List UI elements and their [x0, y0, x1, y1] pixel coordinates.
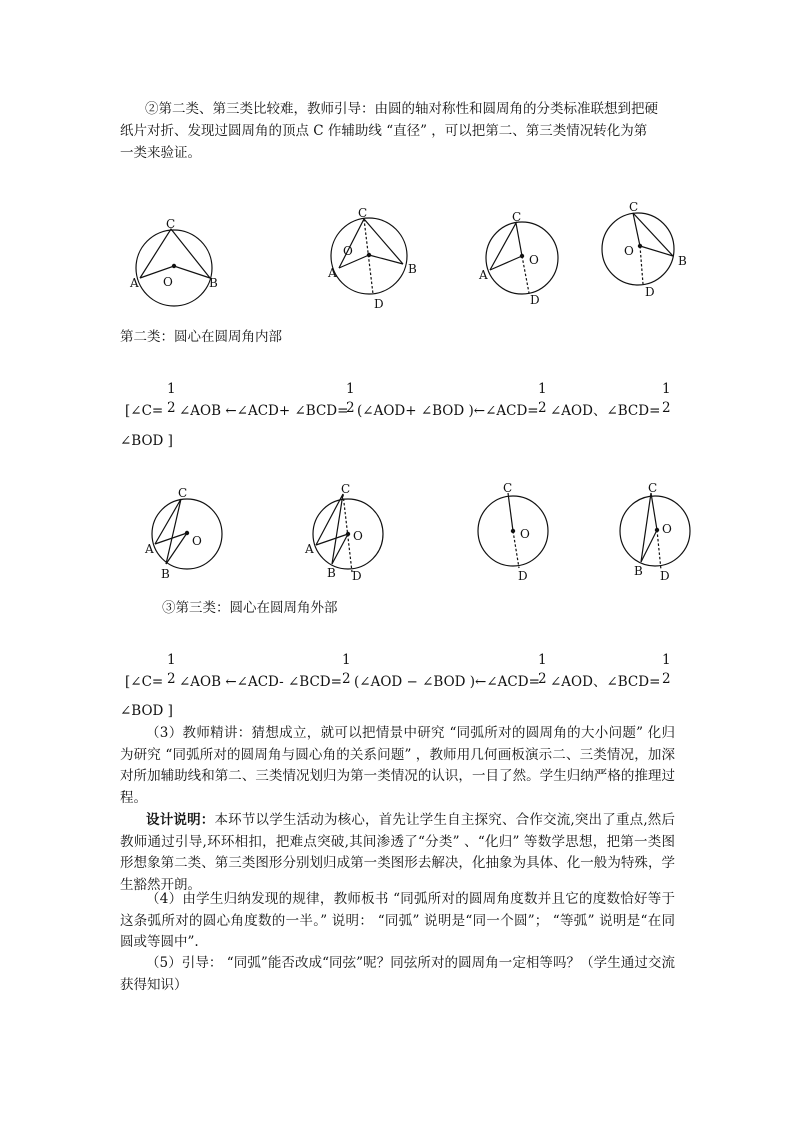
fig6-label-a: A	[305, 542, 314, 556]
fig4-label-b: B	[678, 254, 687, 268]
fig3-label-a: A	[479, 268, 488, 282]
fig4-circle	[602, 213, 674, 285]
fig6-label-b: B	[327, 566, 336, 580]
case3-heading: ③第三类：圆心在圆周角外部	[162, 600, 338, 616]
fig1-label-c: C	[166, 217, 176, 231]
case3-half-3-num: 1	[538, 652, 547, 668]
case3-half-3-den: 2	[538, 671, 547, 687]
fig3-diameter	[522, 256, 529, 293]
case3-f5: ∠BOD ]	[120, 703, 173, 719]
case3-half-4-den: 2	[662, 671, 671, 687]
case3-half-1-den: 2	[167, 671, 176, 687]
fig4-label-o: O	[624, 244, 634, 258]
fig2-label-b: B	[408, 262, 417, 276]
paragraph-3	[120, 723, 675, 809]
fig8-circle	[620, 496, 690, 566]
case2-half-1-num: 1	[167, 381, 176, 397]
figure-row-1	[0, 198, 794, 318]
fig7-label-o: O	[520, 527, 530, 541]
case2-half-2-num: 1	[346, 381, 355, 397]
fig4-label-d: D	[645, 285, 655, 299]
intro-line-2: 纸片对折、发现过圆周角的顶点 C 作辅助线 “直径” ，可以把第二、第三类情况转化为第	[120, 123, 648, 139]
fig3-label-c: C	[512, 210, 522, 224]
fig4-diameter	[640, 246, 643, 284]
design-note	[120, 810, 675, 896]
fig5-label-a: A	[145, 542, 154, 556]
fig7-label-d: D	[518, 569, 528, 583]
fig5-label-b: B	[161, 567, 170, 581]
fig7-label-c: C	[503, 481, 513, 495]
case2-half-3-den: 2	[538, 400, 547, 416]
fig5-label-o: O	[192, 534, 202, 548]
case3-f1: [∠C=	[125, 674, 164, 690]
fig8-label-o: O	[662, 522, 672, 536]
paragraph-5	[120, 953, 675, 996]
design-note-label: 设计说明：	[146, 812, 215, 828]
case2-f3: (∠AOD+ ∠BOD )←∠ACD=	[357, 403, 539, 419]
case3-f4: ∠AOD、∠BCD=	[550, 674, 661, 690]
paragraph-4-text: （4）由学生归纳发现的规律，教师板书 “同弧所对的圆周角度数并且它的度数恰好等于这条弧所对的圆心角度数的一半。” 说明： “同弧” 说明是“同一个圆”； “等弧” 说明是“在同圆或等圆中”.	[120, 891, 675, 950]
case3-f3: (∠AOD − ∠BOD )←∠ACD=	[354, 674, 540, 690]
fig1-angle	[140, 229, 210, 278]
fig3-label-d: D	[530, 293, 540, 307]
case2-half-2-den: 2	[346, 400, 355, 416]
fig6-label-c: C	[341, 482, 351, 496]
fig8-diameter	[657, 530, 661, 570]
paragraph-4	[120, 889, 675, 954]
case3-half-1-num: 1	[167, 652, 176, 668]
fig8-label-d: D	[660, 569, 670, 583]
case2-f5: ∠BOD ]	[120, 433, 173, 449]
case2-heading: 第二类：圆心在圆周角内部	[120, 329, 282, 345]
figure-row-2	[0, 478, 794, 588]
case3-half-2-den: 2	[342, 671, 351, 687]
case3-half-4-num: 1	[662, 652, 671, 668]
fig5-label-c: C	[178, 486, 188, 500]
case2-half-4-num: 1	[662, 381, 671, 397]
fig6-label-d: D	[352, 569, 362, 583]
fig1-label-b: B	[209, 276, 218, 290]
fig1-label-a: A	[130, 276, 139, 290]
fig3-label-o: O	[529, 253, 539, 267]
fig6-label-o: O	[353, 529, 363, 543]
fig2-label-c: C	[358, 206, 368, 220]
case2-half-3-num: 1	[538, 381, 547, 397]
paragraph-3-text: （3）教师精讲：猜想成立，就可以把情景中研究 “同弧所对的圆周角的大小问题” 化归为研究 “同弧所对的圆周角与圆心角的关系问题” ，教师用几何画板演示二、三类情况，加深对所加辅助线和第二、三类情况划归为第一类情况的认识，一目了然。学生归纳严格的推理过程。	[120, 725, 675, 806]
intro-line-1: ②第二类、第三类比较难，教师引导：由圆的轴对称性和圆周角的分类标准联想到把硬	[145, 101, 658, 117]
case3-half-2-num: 1	[342, 652, 351, 668]
fig2-label-a: A	[328, 266, 337, 280]
fig1-label-o: O	[163, 275, 173, 289]
paragraph-5-text: （5）引导： “同弧”能否改成“同弦”呢？同弦所对的圆周角一定相等吗？（学生通过交流获得知识）	[120, 955, 675, 993]
case2-half-4-den: 2	[662, 400, 671, 416]
case2-f4: ∠AOD、∠BCD=	[550, 403, 661, 419]
fig8-label-b: B	[634, 564, 643, 578]
case2-f2: ∠AOB ←∠ACD+ ∠BCD=	[179, 403, 349, 419]
design-note-text: 本环节以学生活动为核心，首先让学生自主探究、合作交流,突出了重点,然后教师通过引导,环环相扣，把难点突破,其间渗透了“分类” 、“化归” 等数学思想，把第一类图形想象第二类、第三类图形分别划归成第一类图形去解决，化抽象为具体、化一般为特殊，学生豁然开朗。	[120, 812, 675, 893]
intro-line-3: 一类来验证。	[120, 145, 201, 161]
fig7-diameter	[513, 531, 519, 568]
case2-half-1-den: 2	[167, 400, 176, 416]
case3-f2: ∠AOB ←∠ACD- ∠BCD=	[179, 674, 342, 690]
case2-f1: [∠C=	[125, 403, 164, 419]
fig4-label-c: C	[629, 200, 639, 214]
fig2-label-o: O	[343, 244, 353, 258]
fig2-label-d: D	[374, 297, 384, 311]
fig8-label-c: C	[648, 481, 658, 495]
